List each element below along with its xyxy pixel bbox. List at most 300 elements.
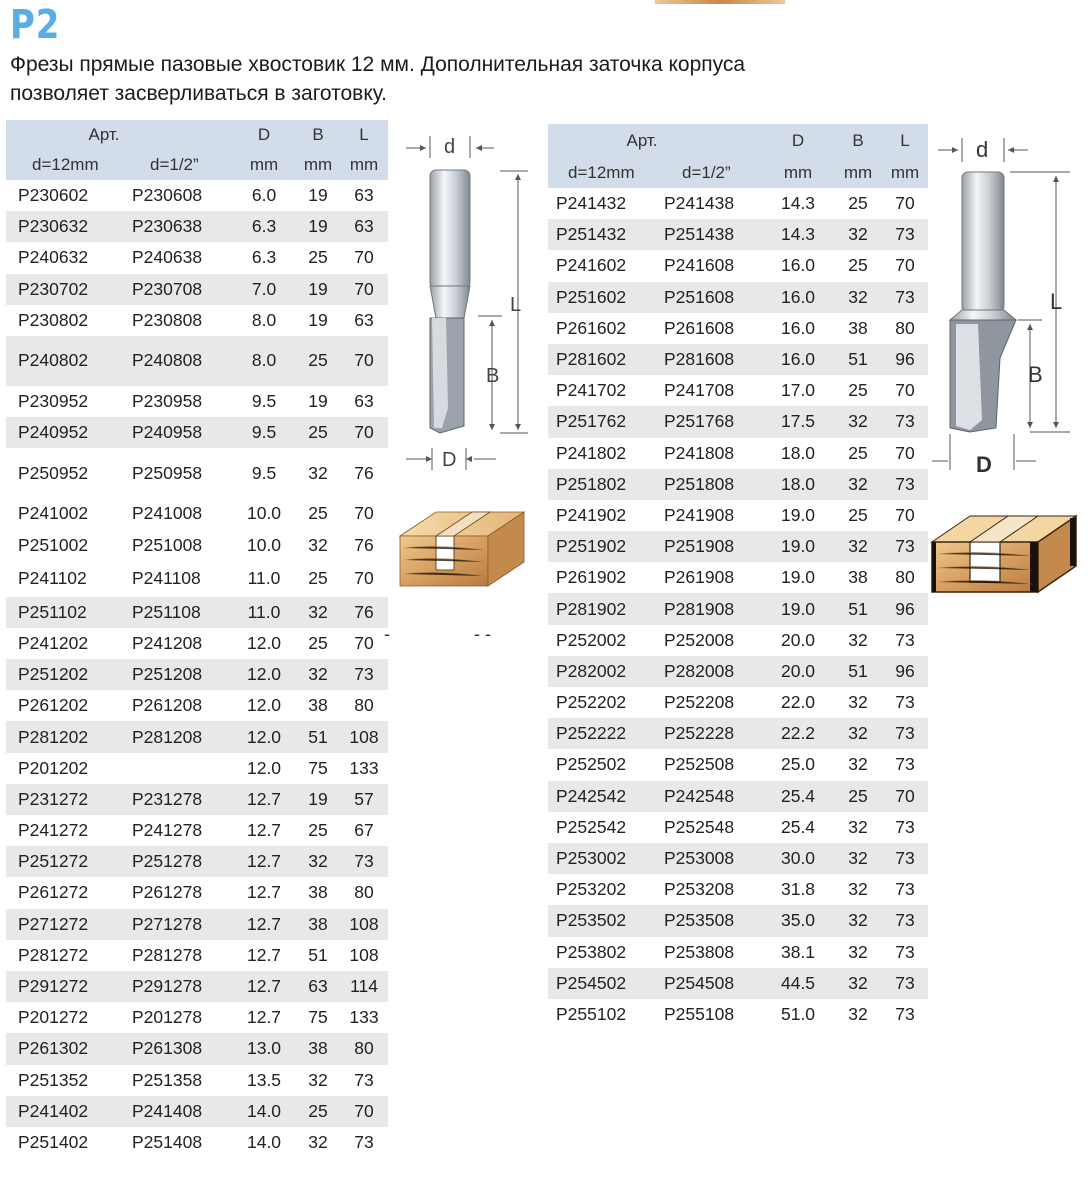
table-row xyxy=(548,282,928,313)
total-length-L-cell: 96 xyxy=(882,344,928,375)
table-row xyxy=(548,874,928,905)
cutting-length-B-cell: 38 xyxy=(296,1033,340,1064)
table-row xyxy=(6,597,388,628)
total-length-L-cell: 73 xyxy=(882,937,928,968)
right-spec-table xyxy=(548,124,928,1030)
total-length-L-cell: 133 xyxy=(340,1002,388,1033)
art-12mm-cell: P201202 xyxy=(6,753,124,784)
art-12mm-cell: P251272 xyxy=(6,846,124,877)
table-row xyxy=(548,250,928,281)
art-12mm-cell: P291272 xyxy=(6,971,124,1002)
label-d: d xyxy=(976,137,989,162)
cutting-length-B-cell: 51 xyxy=(834,593,882,624)
table-row xyxy=(6,274,388,305)
cutting-length-B-cell: 75 xyxy=(296,753,340,784)
diameter-D-cell: 25.4 xyxy=(762,812,834,843)
total-length-L-cell: 80 xyxy=(340,1033,388,1064)
total-length-L-cell: 73 xyxy=(882,625,928,656)
art-12mm-cell: P201272 xyxy=(6,1002,124,1033)
diameter-D-cell: 20.0 xyxy=(762,656,834,687)
header-d12in: d=1/2” xyxy=(658,158,762,188)
table-row xyxy=(548,812,928,843)
diameter-D-cell: 25.0 xyxy=(762,749,834,780)
art-12mm-cell: P252222 xyxy=(548,718,658,749)
cutting-length-B-cell: 32 xyxy=(834,812,882,843)
total-length-L-cell: 73 xyxy=(882,406,928,437)
art-12mm-cell: P251202 xyxy=(6,659,124,690)
total-length-L-cell: 70 xyxy=(882,250,928,281)
total-length-L-cell: 63 xyxy=(340,180,388,211)
cutting-length-B-cell: 32 xyxy=(834,843,882,874)
cutting-length-B-cell: 32 xyxy=(834,718,882,749)
total-length-L-cell: 96 xyxy=(882,656,928,687)
art-12mm-cell: P251762 xyxy=(548,406,658,437)
art-12mm-cell: P241802 xyxy=(548,438,658,469)
label-L: L xyxy=(510,294,522,316)
cutting-length-B-cell: 25 xyxy=(296,336,340,386)
cutting-length-B-cell: 32 xyxy=(834,968,882,999)
series-logo: P2 xyxy=(10,2,61,48)
diameter-D-cell: 14.3 xyxy=(762,219,834,250)
table-row xyxy=(6,690,388,721)
total-length-L-cell: 80 xyxy=(340,877,388,908)
cutting-length-B-cell: 19 xyxy=(296,211,340,242)
diameter-D-cell: 20.0 xyxy=(762,625,834,656)
art-half-inch-cell: P281278 xyxy=(124,940,232,971)
art-12mm-cell: P281272 xyxy=(6,940,124,971)
header-L-unit: mm xyxy=(340,150,388,180)
art-12mm-cell: P241602 xyxy=(548,250,658,281)
header-L: L xyxy=(340,120,388,150)
art-12mm-cell: P241702 xyxy=(548,375,658,406)
art-half-inch-cell: P240958 xyxy=(124,417,232,448)
art-12mm-cell: P253002 xyxy=(548,843,658,874)
art-12mm-cell: P251002 xyxy=(6,530,124,561)
table-row xyxy=(548,625,928,656)
diameter-D-cell: 16.0 xyxy=(762,344,834,375)
diameter-D-cell: 13.0 xyxy=(232,1033,296,1064)
art-12mm-cell: P261902 xyxy=(548,562,658,593)
art-half-inch-cell: P252508 xyxy=(658,749,762,780)
table-row xyxy=(6,530,388,561)
art-12mm-cell: P255102 xyxy=(548,999,658,1030)
diameter-D-cell: 19.0 xyxy=(762,531,834,562)
table-row xyxy=(548,406,928,437)
diameter-D-cell: 19.0 xyxy=(762,500,834,531)
table-row xyxy=(6,180,388,211)
diameter-D-cell: 12.7 xyxy=(232,940,296,971)
diameter-D-cell: 25.4 xyxy=(762,781,834,812)
art-half-inch-cell: P251808 xyxy=(658,469,762,500)
art-half-inch-cell: P251408 xyxy=(124,1127,232,1158)
art-half-inch-cell: P261278 xyxy=(124,877,232,908)
table-row xyxy=(6,211,388,242)
router-bit-diagram-left xyxy=(396,128,536,478)
header-d12: d=12mm xyxy=(6,150,124,180)
total-length-L-cell: 80 xyxy=(882,313,928,344)
art-12mm-cell: P241902 xyxy=(548,500,658,531)
table-row xyxy=(6,448,388,498)
label-L: L xyxy=(1050,289,1063,314)
cutting-length-B-cell: 19 xyxy=(296,305,340,336)
art-half-inch-cell: P255108 xyxy=(658,999,762,1030)
total-length-L-cell: 73 xyxy=(882,812,928,843)
art-12mm-cell: P250952 xyxy=(6,448,124,498)
table-row xyxy=(6,628,388,659)
diameter-D-cell: 6.3 xyxy=(232,242,296,273)
diameter-D-cell: 9.5 xyxy=(232,417,296,448)
table-row xyxy=(6,305,388,336)
header-d12: d=12mm xyxy=(548,158,658,188)
art-half-inch-cell: P251768 xyxy=(658,406,762,437)
art-12mm-cell: P252542 xyxy=(548,812,658,843)
table-row xyxy=(6,753,388,784)
art-half-inch-cell: P241908 xyxy=(658,500,762,531)
total-length-L-cell: 57 xyxy=(340,784,388,815)
table-row xyxy=(548,781,928,812)
art-half-inch-cell: P230638 xyxy=(124,211,232,242)
table-row xyxy=(548,500,928,531)
total-length-L-cell: 70 xyxy=(340,628,388,659)
table-row xyxy=(6,336,388,386)
diameter-D-cell: 16.0 xyxy=(762,313,834,344)
table-row xyxy=(6,940,388,971)
art-12mm-cell: P230702 xyxy=(6,274,124,305)
art-half-inch-cell: P251608 xyxy=(658,282,762,313)
table-row xyxy=(548,438,928,469)
art-half-inch-cell: P252008 xyxy=(658,625,762,656)
art-12mm-cell: P241272 xyxy=(6,815,124,846)
total-length-L-cell: 73 xyxy=(340,659,388,690)
cutting-length-B-cell: 25 xyxy=(296,628,340,659)
total-length-L-cell: 70 xyxy=(340,498,388,529)
label-B: B xyxy=(486,365,500,387)
diameter-D-cell: 10.0 xyxy=(232,530,296,561)
art-half-inch-cell: P251008 xyxy=(124,530,232,561)
diameter-D-cell: 12.7 xyxy=(232,877,296,908)
header-L: L xyxy=(882,124,928,158)
cutting-length-B-cell: 38 xyxy=(296,877,340,908)
cutting-length-B-cell: 38 xyxy=(834,562,882,593)
total-length-L-cell: 70 xyxy=(882,500,928,531)
diameter-D-cell: 17.0 xyxy=(762,375,834,406)
table-row xyxy=(548,188,928,219)
art-12mm-cell: P241002 xyxy=(6,498,124,529)
intro-line-2: позволяет засверливаться в заготовку. xyxy=(10,82,387,105)
total-length-L-cell: 114 xyxy=(340,971,388,1002)
art-12mm-cell: P230802 xyxy=(6,305,124,336)
total-length-L-cell: 133 xyxy=(340,753,388,784)
table-row xyxy=(548,375,928,406)
total-length-L-cell: 73 xyxy=(882,282,928,313)
diameter-D-cell: 12.0 xyxy=(232,628,296,659)
diameter-D-cell: 12.0 xyxy=(232,721,296,752)
cutting-length-B-cell: 51 xyxy=(296,721,340,752)
header-D: D xyxy=(232,120,296,150)
art-12mm-cell: P252202 xyxy=(548,687,658,718)
total-length-L-cell: 70 xyxy=(340,336,388,386)
cutting-length-B-cell: 32 xyxy=(296,1127,340,1158)
art-half-inch-cell: P250958 xyxy=(124,448,232,498)
art-12mm-cell: P230632 xyxy=(6,211,124,242)
total-length-L-cell: 70 xyxy=(340,274,388,305)
art-12mm-cell: P251432 xyxy=(548,219,658,250)
total-length-L-cell: 63 xyxy=(340,305,388,336)
diameter-D-cell: 44.5 xyxy=(762,968,834,999)
total-length-L-cell: 80 xyxy=(882,562,928,593)
cutting-length-B-cell: 32 xyxy=(834,937,882,968)
art-12mm-cell: P271272 xyxy=(6,909,124,940)
art-12mm-cell: P251902 xyxy=(548,531,658,562)
cutting-length-B-cell: 25 xyxy=(296,815,340,846)
art-12mm-cell: P253802 xyxy=(548,937,658,968)
table-row xyxy=(548,968,928,999)
diameter-D-cell: 12.7 xyxy=(232,909,296,940)
diameter-D-cell: 10.0 xyxy=(232,498,296,529)
diameter-D-cell: 13.5 xyxy=(232,1065,296,1096)
cutting-length-B-cell: 25 xyxy=(296,417,340,448)
art-half-inch-cell: P253008 xyxy=(658,843,762,874)
header-B: B xyxy=(834,124,882,158)
table-row xyxy=(6,784,388,815)
art-half-inch-cell: P261208 xyxy=(124,690,232,721)
diameter-D-cell: 31.8 xyxy=(762,874,834,905)
art-half-inch-cell: P241278 xyxy=(124,815,232,846)
table-row xyxy=(6,1065,388,1096)
diameter-D-cell: 17.5 xyxy=(762,406,834,437)
cutting-length-B-cell: 32 xyxy=(296,530,340,561)
diameter-D-cell: 9.5 xyxy=(232,386,296,417)
art-12mm-cell: P251802 xyxy=(548,469,658,500)
header-B-unit: mm xyxy=(834,158,882,188)
total-length-L-cell: 70 xyxy=(882,375,928,406)
art-12mm-cell: P261302 xyxy=(6,1033,124,1064)
cutting-length-B-cell: 32 xyxy=(834,531,882,562)
cutting-length-B-cell: 51 xyxy=(296,940,340,971)
table-row xyxy=(548,531,928,562)
total-length-L-cell: 63 xyxy=(340,386,388,417)
table-row xyxy=(548,718,928,749)
art-half-inch-cell: P240808 xyxy=(124,336,232,386)
router-bit-diagram-right xyxy=(930,128,1080,478)
diameter-D-cell: 12.7 xyxy=(232,971,296,1002)
diameter-D-cell: 19.0 xyxy=(762,593,834,624)
cutting-length-B-cell: 75 xyxy=(296,1002,340,1033)
art-half-inch-cell: P254508 xyxy=(658,968,762,999)
diameter-D-cell: 8.0 xyxy=(232,336,296,386)
total-length-L-cell: 73 xyxy=(340,1065,388,1096)
diameter-D-cell: 12.7 xyxy=(232,815,296,846)
total-length-L-cell: 76 xyxy=(340,448,388,498)
total-length-L-cell: 63 xyxy=(340,211,388,242)
cutting-length-B-cell: 32 xyxy=(834,874,882,905)
cutting-length-B-cell: 32 xyxy=(834,282,882,313)
intro-text xyxy=(10,50,910,108)
table-row xyxy=(548,843,928,874)
art-12mm-cell: P252002 xyxy=(548,625,658,656)
total-length-L-cell: 76 xyxy=(340,530,388,561)
art-12mm-cell: P242542 xyxy=(548,781,658,812)
cutting-length-B-cell: 32 xyxy=(834,905,882,936)
art-12mm-cell: P240802 xyxy=(6,336,124,386)
cutting-length-B-cell: 19 xyxy=(296,274,340,305)
art-half-inch-cell: P230608 xyxy=(124,180,232,211)
table-row xyxy=(6,846,388,877)
cutting-length-B-cell: 38 xyxy=(296,909,340,940)
art-half-inch-cell: P230708 xyxy=(124,274,232,305)
art-12mm-cell: P281902 xyxy=(548,593,658,624)
total-length-L-cell: 70 xyxy=(340,242,388,273)
art-half-inch-cell: P253508 xyxy=(658,905,762,936)
total-length-L-cell: 73 xyxy=(882,718,928,749)
art-half-inch-cell: P231278 xyxy=(124,784,232,815)
diameter-D-cell: 12.0 xyxy=(232,690,296,721)
total-length-L-cell: 73 xyxy=(882,219,928,250)
diameter-D-cell: 14.0 xyxy=(232,1096,296,1127)
table-row xyxy=(6,386,388,417)
art-half-inch-cell: P291278 xyxy=(124,971,232,1002)
diameter-D-cell: 30.0 xyxy=(762,843,834,874)
table-row xyxy=(6,242,388,273)
art-12mm-cell: P261272 xyxy=(6,877,124,908)
total-length-L-cell: 76 xyxy=(340,597,388,628)
table-row xyxy=(548,749,928,780)
art-12mm-cell: P281602 xyxy=(548,344,658,375)
diameter-D-cell: 12.0 xyxy=(232,753,296,784)
art-12mm-cell: P230952 xyxy=(6,386,124,417)
total-length-L-cell: 73 xyxy=(882,905,928,936)
table-row xyxy=(6,1033,388,1064)
table-row xyxy=(548,344,928,375)
art-12mm-cell: P253202 xyxy=(548,874,658,905)
total-length-L-cell: 96 xyxy=(882,593,928,624)
cutting-length-B-cell: 25 xyxy=(834,500,882,531)
cutting-length-B-cell: 19 xyxy=(296,386,340,417)
table-row xyxy=(6,1002,388,1033)
cutting-length-B-cell: 32 xyxy=(296,659,340,690)
cutting-length-B-cell: 25 xyxy=(834,188,882,219)
table-row xyxy=(6,498,388,529)
art-half-inch-cell: P252548 xyxy=(658,812,762,843)
header-B-unit: mm xyxy=(296,150,340,180)
cutting-length-B-cell: 38 xyxy=(296,690,340,721)
art-half-inch-cell: P241108 xyxy=(124,561,232,597)
art-12mm-cell: P281202 xyxy=(6,721,124,752)
cutting-length-B-cell: 32 xyxy=(296,1065,340,1096)
label-D: D xyxy=(976,452,992,477)
art-half-inch-cell: P251278 xyxy=(124,846,232,877)
total-length-L-cell: 73 xyxy=(882,874,928,905)
diameter-D-cell: 12.0 xyxy=(232,659,296,690)
table-row xyxy=(548,937,928,968)
total-length-L-cell: 70 xyxy=(882,188,928,219)
diameter-D-cell: 8.0 xyxy=(232,305,296,336)
cutting-length-B-cell: 25 xyxy=(834,438,882,469)
art-half-inch-cell: P271278 xyxy=(124,909,232,940)
diameter-D-cell: 6.0 xyxy=(232,180,296,211)
header-B: B xyxy=(296,120,340,150)
art-half-inch-cell: P241608 xyxy=(658,250,762,281)
table-row xyxy=(6,1127,388,1158)
art-12mm-cell: P231272 xyxy=(6,784,124,815)
total-length-L-cell: 70 xyxy=(340,417,388,448)
cutting-length-B-cell: 32 xyxy=(834,625,882,656)
total-length-L-cell: 73 xyxy=(340,846,388,877)
art-half-inch-cell: P252208 xyxy=(658,687,762,718)
art-half-inch-cell: P253808 xyxy=(658,937,762,968)
diameter-D-cell: 14.0 xyxy=(232,1127,296,1158)
label-D: D xyxy=(442,449,457,471)
diameter-D-cell: 12.7 xyxy=(232,784,296,815)
art-half-inch-cell: P251908 xyxy=(658,531,762,562)
total-length-L-cell: 108 xyxy=(340,721,388,752)
table-row xyxy=(6,417,388,448)
header-art: Арт. xyxy=(548,124,762,158)
wood-block-left xyxy=(396,504,528,588)
table-row xyxy=(6,815,388,846)
cutting-length-B-cell: 32 xyxy=(834,219,882,250)
art-half-inch-cell: P251358 xyxy=(124,1065,232,1096)
cutting-length-B-cell: 32 xyxy=(834,687,882,718)
wood-strip-fragment xyxy=(655,0,785,4)
cutting-length-B-cell: 32 xyxy=(296,846,340,877)
diameter-D-cell: 16.0 xyxy=(762,250,834,281)
diameter-D-cell: 12.7 xyxy=(232,1002,296,1033)
art-half-inch-cell: P261608 xyxy=(658,313,762,344)
total-length-L-cell: 108 xyxy=(340,940,388,971)
table-row xyxy=(548,593,928,624)
art-half-inch-cell: P261308 xyxy=(124,1033,232,1064)
cutting-length-B-cell: 25 xyxy=(834,250,882,281)
art-12mm-cell: P252502 xyxy=(548,749,658,780)
table-row xyxy=(548,905,928,936)
dash-marks: - - xyxy=(474,624,491,644)
diameter-D-cell: 35.0 xyxy=(762,905,834,936)
table-row xyxy=(6,659,388,690)
cutting-length-B-cell: 19 xyxy=(296,180,340,211)
diameter-D-cell: 38.1 xyxy=(762,937,834,968)
cutting-length-B-cell: 32 xyxy=(834,406,882,437)
label-B: B xyxy=(1028,362,1043,387)
cutting-length-B-cell: 19 xyxy=(296,784,340,815)
table-row xyxy=(548,999,928,1030)
art-12mm-cell: P241402 xyxy=(6,1096,124,1127)
cutting-length-B-cell: 25 xyxy=(296,1096,340,1127)
table-row xyxy=(548,687,928,718)
art-12mm-cell: P261202 xyxy=(6,690,124,721)
diameter-D-cell: 6.3 xyxy=(232,211,296,242)
art-half-inch-cell: P252228 xyxy=(658,718,762,749)
art-12mm-cell: P261602 xyxy=(548,313,658,344)
total-length-L-cell: 73 xyxy=(882,749,928,780)
total-length-L-cell: 70 xyxy=(340,1096,388,1127)
table-row xyxy=(548,656,928,687)
art-half-inch-cell: P282008 xyxy=(658,656,762,687)
art-half-inch-cell: P241708 xyxy=(658,375,762,406)
label-d: d xyxy=(444,136,456,158)
art-12mm-cell: P240632 xyxy=(6,242,124,273)
art-half-inch-cell: P230808 xyxy=(124,305,232,336)
art-half-inch-cell: P251438 xyxy=(658,219,762,250)
total-length-L-cell: 73 xyxy=(882,843,928,874)
header-L-unit: mm xyxy=(882,158,928,188)
cutting-length-B-cell: 25 xyxy=(296,242,340,273)
cutting-length-B-cell: 38 xyxy=(834,313,882,344)
total-length-L-cell: 80 xyxy=(340,690,388,721)
table-row xyxy=(6,721,388,752)
diameter-D-cell: 18.0 xyxy=(762,438,834,469)
table-row xyxy=(548,219,928,250)
